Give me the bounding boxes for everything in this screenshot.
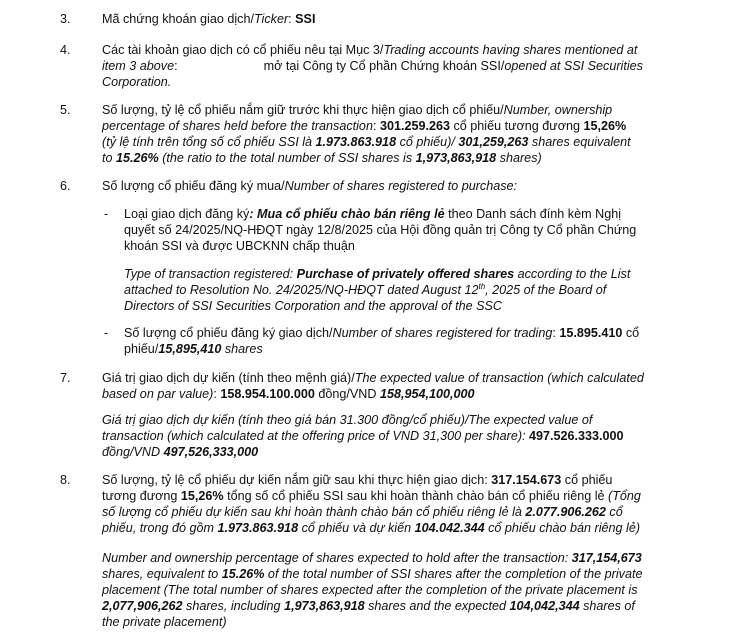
text-mixed: Giá trị giao dịch dự kiến (tính theo giá bán 31.300 đồng/cổ phiếu)/The expected value of — [102, 413, 593, 427]
item-number: 5. — [60, 103, 71, 117]
shares-registered-value: 15.895.410 — [559, 326, 623, 340]
text-vi: tổng số cổ phiếu SSI sau khi hoàn thành chào bán cổ phiếu riêng lẻ — [223, 489, 609, 503]
bullet-dash: - — [104, 207, 109, 221]
separator: : — [213, 387, 221, 401]
expected-percentage-en: 15.26% — [221, 567, 265, 581]
text-en: shares equivalent — [528, 135, 631, 149]
text-en: item 3 above — [102, 59, 175, 73]
private-placement-shares: 104.042.344 — [414, 521, 485, 535]
text-en: Number and ownership percentage of shares expected to hold after the transaction: — [102, 551, 572, 565]
offering-value: 497.526.333.000 — [529, 429, 624, 443]
text-vi: Số lượng, tỷ lệ cổ phiếu dự kiến nắm giữ sau khi thực hiện giao dịch: — [102, 473, 492, 487]
text-en: attached to Resolution No. 24/2025/NQ-HĐQT dated August 12 — [124, 283, 479, 297]
percentage-value-en: 15.26% — [116, 151, 159, 165]
text-vi: theo Danh sách đính kèm Nghị — [444, 207, 621, 221]
text-en: according to the List — [514, 267, 631, 281]
item-5-body — [102, 102, 662, 166]
text-en: shares, equivalent to — [102, 567, 222, 581]
currency-text: đồng/VND — [314, 387, 380, 401]
total-shares-value: 1.973.863.918 — [315, 135, 397, 149]
item-7-body — [102, 370, 662, 402]
text-vi: cổ phiếu chào bán riêng lẻ) — [484, 521, 641, 535]
text-vi: phiếu, trong đó gồm — [102, 521, 218, 535]
text-en: percentage of shares held before the transaction — [102, 119, 373, 133]
text-vi: cổ phiếu tương đương — [450, 119, 584, 133]
text-en: (the ratio to the total number of SSI shares is — [158, 151, 416, 165]
text-vi: Số lượng cổ phiếu đăng ký mua/ — [102, 179, 285, 193]
item-3-body — [102, 11, 662, 27]
text-en: based on par value) — [102, 387, 214, 401]
current-shares-en: 1,973,863,918 — [284, 599, 365, 613]
total-expected-shares-en: 2,077,906,262 — [102, 599, 183, 613]
item-8-body-vi — [102, 472, 662, 536]
cropped-text-edge — [240, 0, 570, 2]
private-placement-shares-en: 104,042,344 — [509, 599, 580, 613]
shares-value: 301.259.263 — [379, 119, 450, 133]
text-vi: mở tại Công ty Cổ phần Chứng khoán SSI/ — [263, 59, 505, 73]
bullet-dash: - — [104, 326, 109, 340]
separator: : — [288, 12, 296, 26]
transaction-value-en: 158,954,100,000 — [379, 387, 475, 401]
superscript: th — [478, 281, 486, 291]
text-en: The expected value of transaction (which calculated — [354, 371, 644, 385]
text-en: Number of shares registered for trading — [332, 326, 553, 340]
separator: : — [372, 119, 380, 133]
text-en: Corporation. — [102, 75, 172, 89]
text-vi: cổ phiếu)/ — [396, 135, 459, 149]
item-number: 6. — [60, 179, 71, 193]
text-vi: cổ — [605, 505, 623, 519]
separator: : — [552, 326, 560, 340]
text-en: the private placement) — [102, 615, 227, 629]
ticker-label-en: Ticker — [253, 12, 289, 26]
shares-registered — [124, 325, 662, 357]
text-en: Type of transaction registered: — [124, 267, 297, 281]
text-en: Number, ownership — [503, 103, 613, 117]
item-number: 7. — [60, 371, 71, 385]
text-vi: Loại giao dịch đăng ký — [124, 207, 250, 221]
transaction-type-value: : Mua cổ phiếu chào bán riêng lẻ — [249, 207, 445, 221]
expected-shares-value-en: 317,154,673 — [571, 551, 642, 565]
text-vi: Các tài khoản giao dịch có cổ phiếu nêu tại Mục 3/ — [102, 43, 384, 57]
text-vi: số lượng cổ phiếu dự kiến sau khi hoàn thành chào bán cổ phiếu riêng lẻ là — [102, 505, 526, 519]
currency-text: đồng/VND — [102, 445, 164, 459]
text-vi: cổ phiếu và dự kiến — [298, 521, 415, 535]
text-vi: (Tổng — [608, 489, 641, 503]
text-en: Trading accounts having shares mentioned at — [383, 43, 638, 57]
text-en: of the total number of SSI shares after the completion of the private — [264, 567, 643, 581]
text-vi: quyết số 24/2025/NQ-HĐQT ngày 12/8/2025 của Hội đồng quản trị Công ty Cổ phần Chứng — [124, 223, 637, 237]
item-number: 4. — [60, 43, 71, 57]
offering-value-en: 497,526,333,000 — [163, 445, 259, 459]
text-vi: phiếu/ — [124, 342, 159, 356]
text-vi: cổ — [622, 326, 640, 340]
text-en: opened at SSI Securities — [504, 59, 643, 73]
separator: : — [174, 59, 178, 73]
item-8-body-en — [102, 550, 662, 630]
text-vi: khoán SSI và được UBCKNN chấp thuận — [124, 239, 355, 253]
text-en: shares) — [496, 151, 542, 165]
percentage-value: 15,26% — [583, 119, 627, 133]
current-shares: 1.973.863.918 — [217, 521, 299, 535]
text-vi: Giá trị giao dịch dự kiến (tính theo mệnh giá)/ — [102, 371, 355, 385]
text-en: Number of shares registered to purchase: — [284, 179, 518, 193]
transaction-value: 158.954.100.000 — [220, 387, 315, 401]
ticker-label: Mã chứng khoán giao dịch/ — [102, 12, 254, 26]
item-number: 8. — [60, 473, 71, 487]
shares-value-en: 301,259,263 — [458, 135, 529, 149]
item-4-body — [102, 42, 662, 90]
item-7-offering-price — [102, 412, 662, 460]
transaction-type-value-en: Purchase of privately offered shares — [296, 267, 515, 281]
transaction-type-en — [124, 266, 662, 314]
expected-percentage: 15,26% — [180, 489, 224, 503]
text-en: transaction (which calculated at the offering price of VND 31,300 per share): — [102, 429, 530, 443]
item-6-title — [102, 178, 662, 194]
text-vi: cổ phiếu — [561, 473, 613, 487]
total-expected-shares: 2.077.906.262 — [525, 505, 606, 519]
text-vi: (tỷ lệ tính trên tổng số cổ phiếu SSI là — [102, 135, 316, 149]
text-en: to — [102, 151, 117, 165]
text-en: shares, including — [182, 599, 285, 613]
text-en: shares of — [579, 599, 635, 613]
text-en: placement (The total number of shares expected after the completion of the private placement is — [102, 583, 638, 597]
text-en: , 2025 of the Board of — [485, 283, 607, 297]
text-vi: Số lượng cổ phiếu đăng ký giao dịch/ — [124, 326, 333, 340]
transaction-type-vi — [124, 206, 662, 254]
expected-shares-value: 317.154.673 — [491, 473, 562, 487]
item-number: 3. — [60, 12, 71, 26]
text-en: Directors of SSI Securities Corporation and the approval of the SSC — [124, 299, 503, 313]
text-en: shares — [221, 342, 263, 356]
ticker-value: SSI — [295, 12, 316, 26]
text-vi: Số lượng, tỷ lệ cổ phiếu nắm giữ trước khi thực hiện giao dịch cổ phiếu/ — [102, 103, 504, 117]
text-en: shares and the expected — [364, 599, 510, 613]
total-shares-value-en: 1,973,863,918 — [415, 151, 497, 165]
shares-registered-value-en: 15,895,410 — [158, 342, 222, 356]
text-vi: tương đương — [102, 489, 181, 503]
